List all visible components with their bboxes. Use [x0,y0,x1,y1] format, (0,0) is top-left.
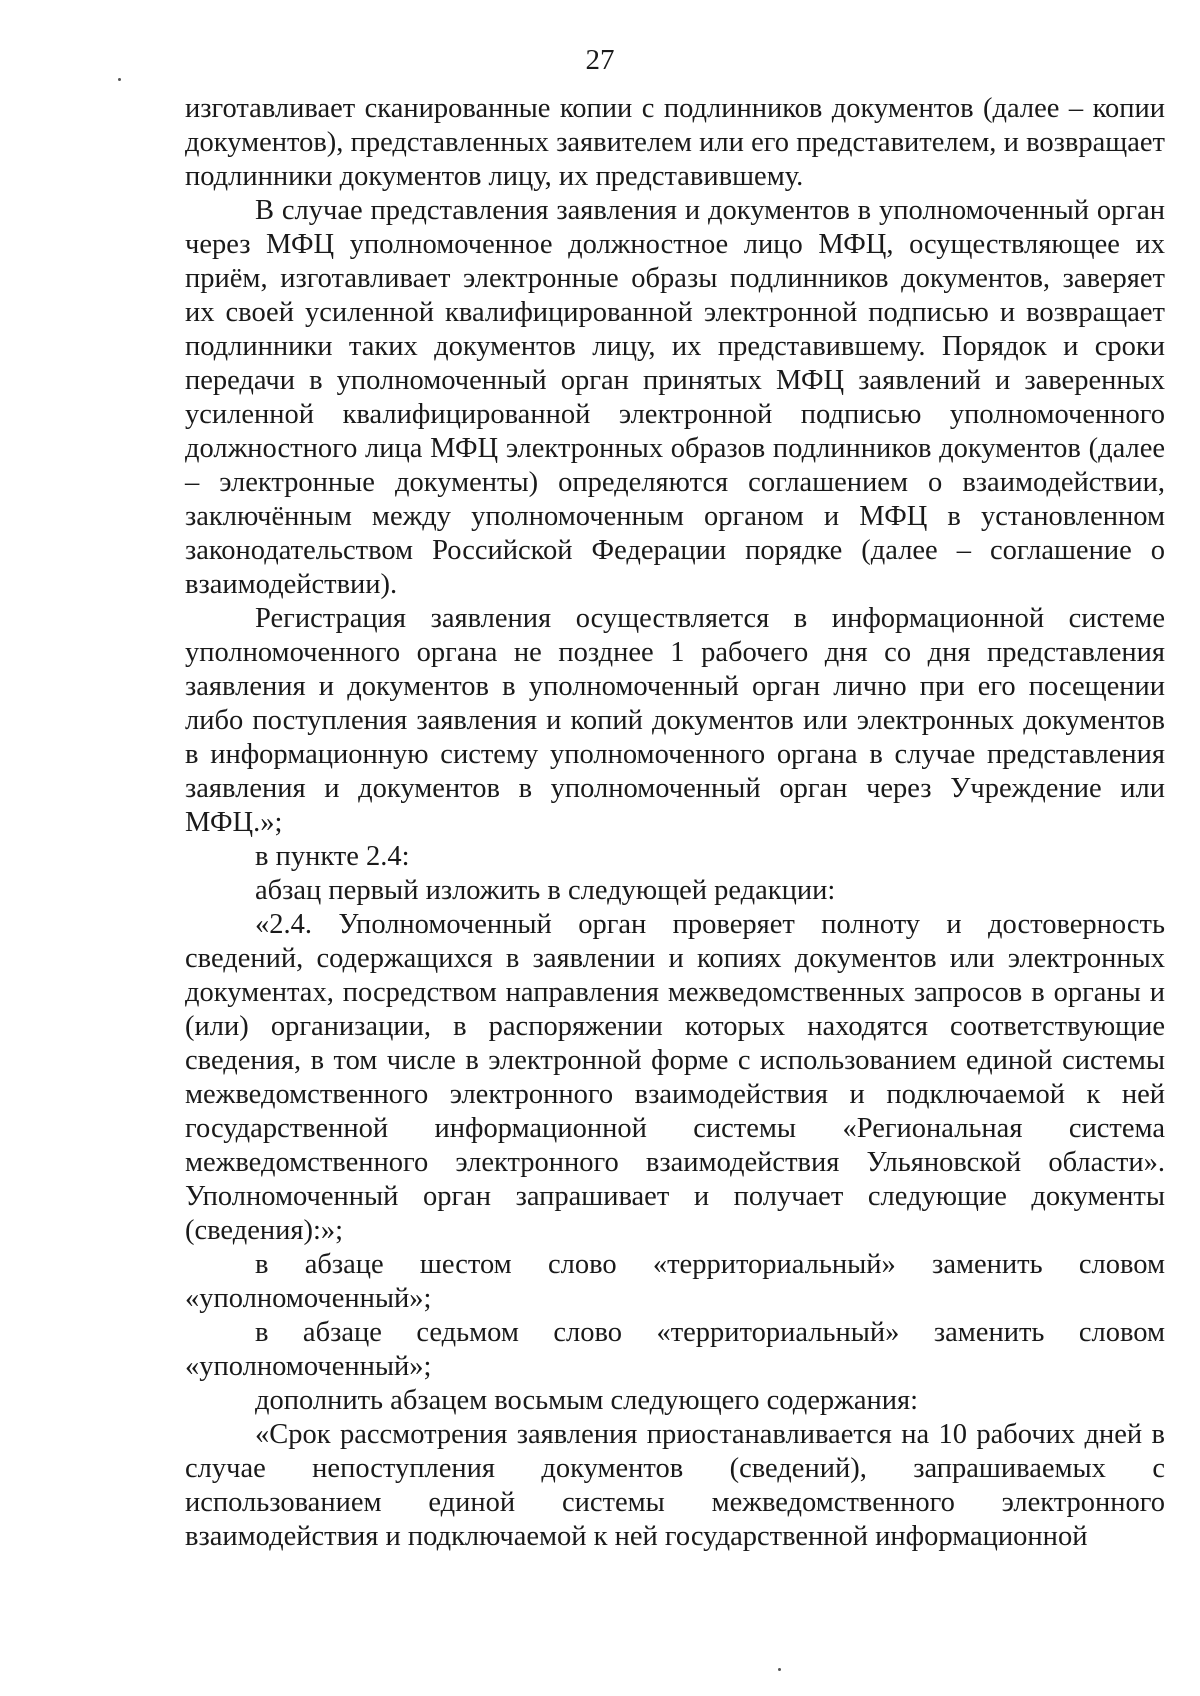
document-body [185,92,1165,1554]
paragraph-clause-2-4: в пункте 2.4: [255,841,410,872]
paragraph-first-abzac: абзац первый изложить в следующей редакции: [255,875,836,906]
paragraph-continuation: изготавливает сканированные копии с подлинников документов (далее – копии документов), представленных заявителем или его представителем, и возвращает подлинники документов лицу, их представившему. [185,93,1165,192]
page-number: 27 [585,44,615,76]
paragraph-sixth-abzac: в абзаце шестом слово «территориальный» заменить словом «уполномоченный»; [185,1249,1165,1314]
paragraph-seventh-abzac: в абзаце седьмом слово «территориальный» заменить словом «уполномоченный»; [185,1317,1165,1382]
scan-speck [778,1668,781,1671]
scan-speck [118,78,121,81]
paragraph-registration: Регистрация заявления осуществляется в информационной системе уполномоченного органа не позднее 1 рабочего дня со дня представления заявления и документов в уполномоченный орган лично при его посещении либо поступления заявления и копий документов или электронных документов в информационную систему уполномоченного органа в случае представления заявления и документов в уполномоченный орган через Учреждение или МФЦ.»; [185,603,1165,838]
paragraph-mfc-submission: В случае представления заявления и документов в уполномоченный орган через МФЦ уполномоченное должностное лицо МФЦ, осуществляющее их приём, изготавливает электронные образы подлинников документов, заверяет их своей усиленной квалифицированной электронной подписью и возвращает подлинники таких документов лицу, их представившему. Порядок и сроки передачи в уполномоченный орган принятых МФЦ заявлений и заверенных усиленной квалифицированной электронной подписью уполномоченного должностного лица МФЦ электронных образов подлинников документов (далее – электронные документы) определяются соглашением о взаимодействии, заключённым между уполномоченным органом и МФЦ в установленном законодательством Российской Федерации порядке (далее – соглашение о взаимодействии). [185,195,1165,600]
paragraph-add-eighth: дополнить абзацем восьмым следующего содержания: [255,1385,919,1416]
paragraph-suspension-term: «Срок рассмотрения заявления приостанавливается на 10 рабочих дней в случае непоступления документов (сведений), запрашиваемых с использованием единой системы межведомственного электронного взаимодействия и подключаемой к ней государственной информационной [185,1419,1165,1552]
paragraph-2-4-text: «2.4. Уполномоченный орган проверяет полноту и достоверность сведений, содержащихся в заявлении и копиях документов или электронных документах, посредством направления межведомственных запросов в органы и (или) организации, в распоряжении которых находятся соответствующие сведения, в том числе в электронной форме с использованием единой системы межведомственного электронного взаимодействия и подключаемой к ней государственной информационной системы «Региональная система межведомственного электронного взаимодействия Ульяновской области». Уполномоченный орган запрашивает и получает следующие документы (сведения):»; [185,909,1165,1246]
